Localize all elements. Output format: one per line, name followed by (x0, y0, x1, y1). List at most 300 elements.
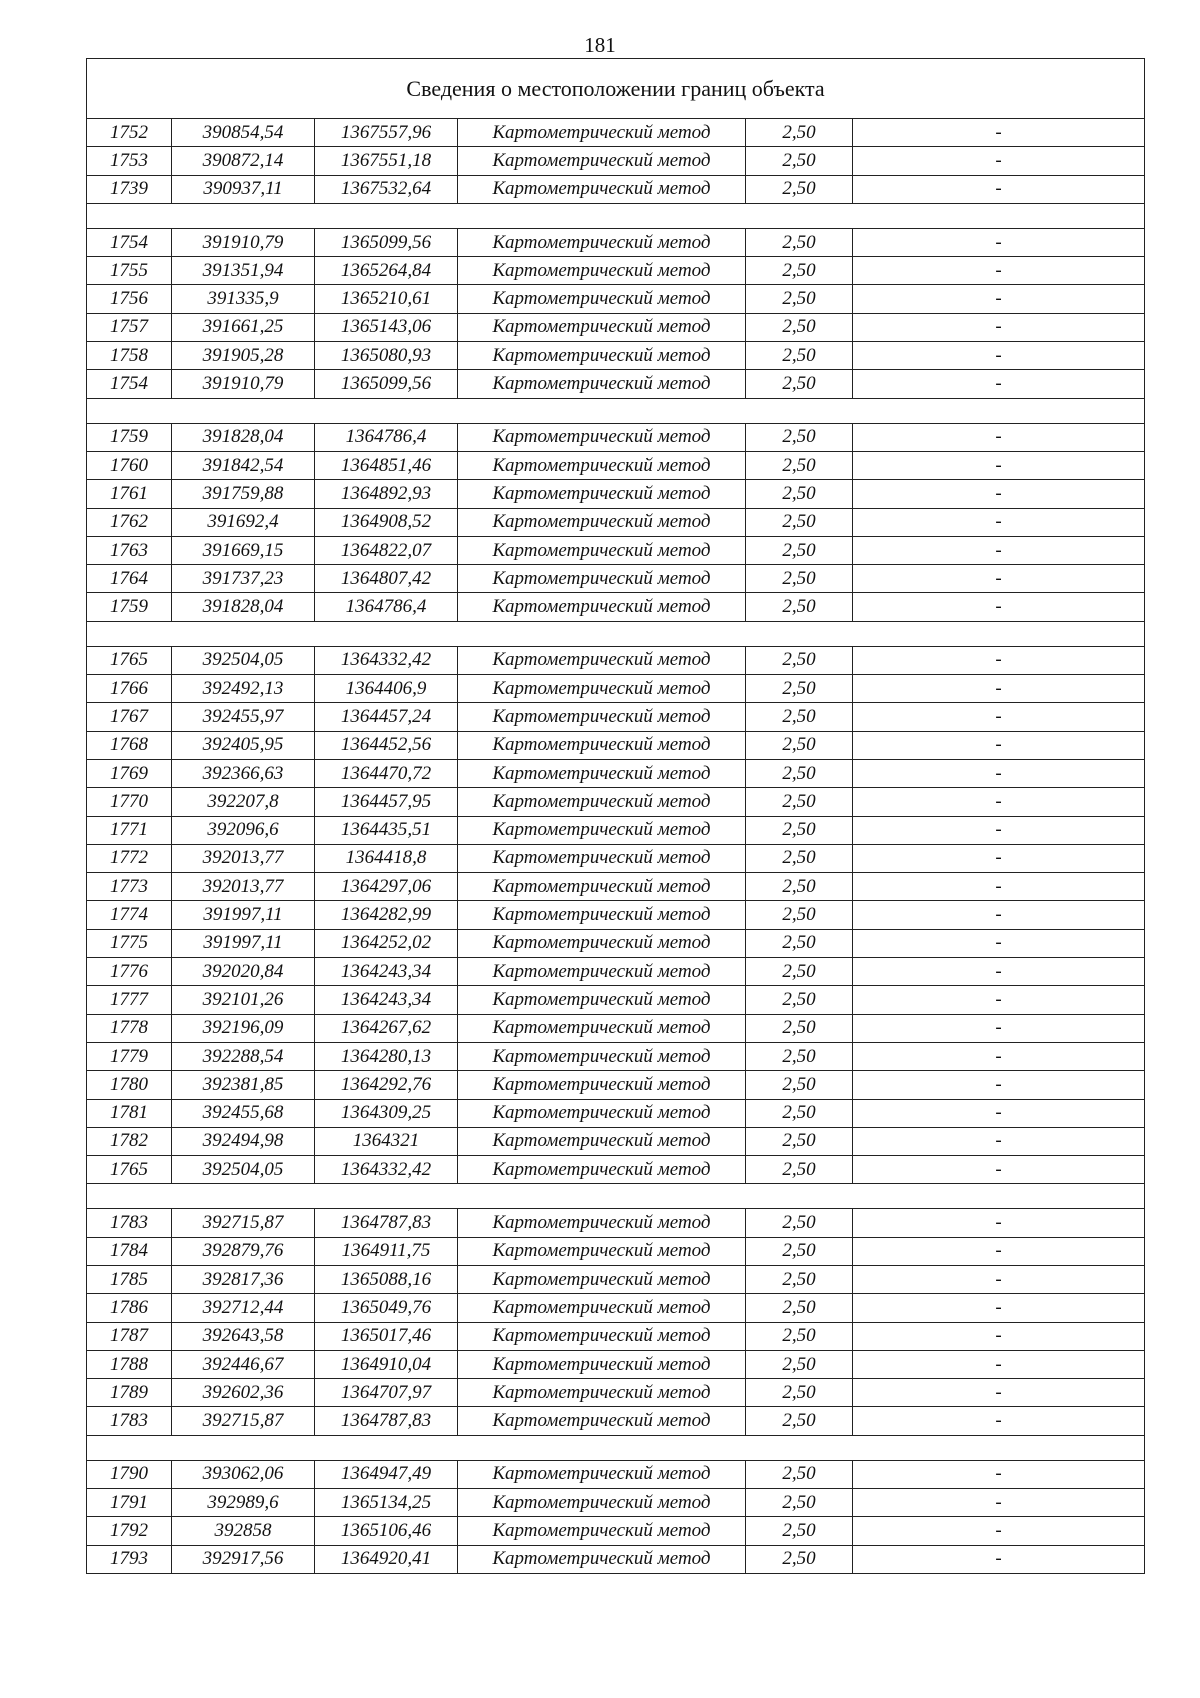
table-row (87, 816, 1145, 844)
method-cell: Картометрический метод (458, 1209, 746, 1237)
table-row (87, 901, 1145, 929)
x-coordinate-cell: 391692,4 (172, 508, 315, 536)
accuracy-cell: 2,50 (746, 285, 853, 313)
description-cell: - (853, 844, 1145, 872)
y-coordinate-cell: 1364786,4 (315, 423, 458, 451)
y-coordinate-cell: 1364911,75 (315, 1237, 458, 1265)
point-number-cell: 1793 (87, 1545, 172, 1573)
y-coordinate-cell: 1367532,64 (315, 175, 458, 203)
method-cell: Картометрический метод (458, 646, 746, 674)
accuracy-cell: 2,50 (746, 1237, 853, 1265)
y-coordinate-cell: 1365264,84 (315, 257, 458, 285)
table-row (87, 1042, 1145, 1070)
x-coordinate-cell: 392989,6 (172, 1489, 315, 1517)
point-number-cell: 1786 (87, 1294, 172, 1322)
x-coordinate-cell: 392504,05 (172, 1156, 315, 1184)
table-row (87, 873, 1145, 901)
accuracy-cell: 2,50 (746, 958, 853, 986)
description-cell: - (853, 119, 1145, 147)
point-number-cell: 1791 (87, 1489, 172, 1517)
description-cell: - (853, 1265, 1145, 1293)
x-coordinate-cell: 392817,36 (172, 1265, 315, 1293)
y-coordinate-cell: 1365049,76 (315, 1294, 458, 1322)
group-separator-cell (87, 1435, 1145, 1460)
x-coordinate-cell: 392492,13 (172, 675, 315, 703)
description-cell: - (853, 958, 1145, 986)
x-coordinate-cell: 392602,36 (172, 1379, 315, 1407)
accuracy-cell: 2,50 (746, 342, 853, 370)
method-cell: Картометрический метод (458, 565, 746, 593)
table-row (87, 313, 1145, 341)
method-cell: Картометрический метод (458, 901, 746, 929)
table-row (87, 228, 1145, 256)
table-row (87, 1014, 1145, 1042)
table-row (87, 1407, 1145, 1435)
accuracy-cell: 2,50 (746, 1042, 853, 1070)
table-row (87, 646, 1145, 674)
accuracy-cell: 2,50 (746, 451, 853, 479)
point-number-cell: 1763 (87, 536, 172, 564)
y-coordinate-cell: 1364892,93 (315, 480, 458, 508)
table-row (87, 731, 1145, 759)
x-coordinate-cell: 391828,04 (172, 593, 315, 621)
y-coordinate-cell: 1364452,56 (315, 731, 458, 759)
y-coordinate-cell: 1365080,93 (315, 342, 458, 370)
accuracy-cell: 2,50 (746, 816, 853, 844)
x-coordinate-cell: 391997,11 (172, 901, 315, 929)
method-cell: Картометрический метод (458, 958, 746, 986)
y-coordinate-cell: 1365210,61 (315, 285, 458, 313)
point-number-cell: 1752 (87, 119, 172, 147)
description-cell: - (853, 480, 1145, 508)
point-number-cell: 1776 (87, 958, 172, 986)
point-number-cell: 1792 (87, 1517, 172, 1545)
accuracy-cell: 2,50 (746, 565, 853, 593)
table-row (87, 1350, 1145, 1378)
table-title: Сведения о местоположении границ объекта (87, 59, 1145, 119)
point-number-cell: 1789 (87, 1379, 172, 1407)
x-coordinate-cell: 392366,63 (172, 759, 315, 787)
description-cell: - (853, 1379, 1145, 1407)
x-coordinate-cell: 392858 (172, 1517, 315, 1545)
x-coordinate-cell: 392101,26 (172, 986, 315, 1014)
point-number-cell: 1759 (87, 423, 172, 451)
x-coordinate-cell: 392207,8 (172, 788, 315, 816)
point-number-cell: 1783 (87, 1407, 172, 1435)
y-coordinate-cell: 1365099,56 (315, 228, 458, 256)
method-cell: Картометрический метод (458, 1156, 746, 1184)
x-coordinate-cell: 392096,6 (172, 816, 315, 844)
point-number-cell: 1780 (87, 1071, 172, 1099)
group-separator-row (87, 1435, 1145, 1460)
description-cell: - (853, 929, 1145, 957)
description-cell: - (853, 1545, 1145, 1573)
x-coordinate-cell: 392455,97 (172, 703, 315, 731)
y-coordinate-cell: 1365017,46 (315, 1322, 458, 1350)
point-number-cell: 1777 (87, 986, 172, 1014)
table-row (87, 1127, 1145, 1155)
table-row (87, 703, 1145, 731)
description-cell: - (853, 788, 1145, 816)
description-cell: - (853, 593, 1145, 621)
table-row (87, 1517, 1145, 1545)
y-coordinate-cell: 1364457,95 (315, 788, 458, 816)
method-cell: Картометрический метод (458, 1265, 746, 1293)
point-number-cell: 1765 (87, 1156, 172, 1184)
table-row (87, 759, 1145, 787)
y-coordinate-cell: 1364243,34 (315, 958, 458, 986)
point-number-cell: 1755 (87, 257, 172, 285)
accuracy-cell: 2,50 (746, 1071, 853, 1099)
point-number-cell: 1757 (87, 313, 172, 341)
description-cell: - (853, 147, 1145, 175)
y-coordinate-cell: 1364807,42 (315, 565, 458, 593)
method-cell: Картометрический метод (458, 929, 746, 957)
accuracy-cell: 2,50 (746, 788, 853, 816)
accuracy-cell: 2,50 (746, 1127, 853, 1155)
y-coordinate-cell: 1365099,56 (315, 370, 458, 398)
table-row (87, 929, 1145, 957)
accuracy-cell: 2,50 (746, 1379, 853, 1407)
method-cell: Картометрический метод (458, 480, 746, 508)
point-number-cell: 1782 (87, 1127, 172, 1155)
x-coordinate-cell: 392196,09 (172, 1014, 315, 1042)
y-coordinate-cell: 1364920,41 (315, 1545, 458, 1573)
y-coordinate-cell: 1364457,24 (315, 703, 458, 731)
point-number-cell: 1778 (87, 1014, 172, 1042)
x-coordinate-cell: 392446,67 (172, 1350, 315, 1378)
x-coordinate-cell: 392879,76 (172, 1237, 315, 1265)
accuracy-cell: 2,50 (746, 1460, 853, 1488)
x-coordinate-cell: 391910,79 (172, 228, 315, 256)
method-cell: Картометрический метод (458, 119, 746, 147)
method-cell: Картометрический метод (458, 1042, 746, 1070)
x-coordinate-cell: 390854,54 (172, 119, 315, 147)
point-number-cell: 1784 (87, 1237, 172, 1265)
accuracy-cell: 2,50 (746, 929, 853, 957)
accuracy-cell: 2,50 (746, 759, 853, 787)
table-row (87, 1265, 1145, 1293)
y-coordinate-cell: 1364787,83 (315, 1209, 458, 1237)
accuracy-cell: 2,50 (746, 646, 853, 674)
description-cell: - (853, 565, 1145, 593)
x-coordinate-cell: 390872,14 (172, 147, 315, 175)
y-coordinate-cell: 1364435,51 (315, 816, 458, 844)
description-cell: - (853, 313, 1145, 341)
accuracy-cell: 2,50 (746, 593, 853, 621)
method-cell: Картометрический метод (458, 228, 746, 256)
y-coordinate-cell: 1364321 (315, 1127, 458, 1155)
method-cell: Картометрический метод (458, 844, 746, 872)
description-cell: - (853, 1014, 1145, 1042)
method-cell: Картометрический метод (458, 1460, 746, 1488)
y-coordinate-cell: 1364267,62 (315, 1014, 458, 1042)
point-number-cell: 1754 (87, 228, 172, 256)
accuracy-cell: 2,50 (746, 873, 853, 901)
accuracy-cell: 2,50 (746, 703, 853, 731)
accuracy-cell: 2,50 (746, 1517, 853, 1545)
table-row (87, 342, 1145, 370)
description-cell: - (853, 1489, 1145, 1517)
group-separator-row (87, 621, 1145, 646)
description-cell: - (853, 1517, 1145, 1545)
table-row (87, 788, 1145, 816)
description-cell: - (853, 703, 1145, 731)
x-coordinate-cell: 392494,98 (172, 1127, 315, 1155)
method-cell: Картометрический метод (458, 593, 746, 621)
method-cell: Картометрический метод (458, 1517, 746, 1545)
x-coordinate-cell: 391905,28 (172, 342, 315, 370)
y-coordinate-cell: 1364252,02 (315, 929, 458, 957)
point-number-cell: 1754 (87, 370, 172, 398)
description-cell: - (853, 1099, 1145, 1127)
point-number-cell: 1779 (87, 1042, 172, 1070)
point-number-cell: 1767 (87, 703, 172, 731)
table-row (87, 480, 1145, 508)
y-coordinate-cell: 1364332,42 (315, 1156, 458, 1184)
table-row (87, 451, 1145, 479)
accuracy-cell: 2,50 (746, 175, 853, 203)
point-number-cell: 1787 (87, 1322, 172, 1350)
table-row (87, 370, 1145, 398)
accuracy-cell: 2,50 (746, 1265, 853, 1293)
table-row (87, 175, 1145, 203)
point-number-cell: 1790 (87, 1460, 172, 1488)
accuracy-cell: 2,50 (746, 844, 853, 872)
point-number-cell: 1783 (87, 1209, 172, 1237)
method-cell: Картометрический метод (458, 986, 746, 1014)
table-row (87, 1209, 1145, 1237)
group-separator-cell (87, 621, 1145, 646)
description-cell: - (853, 257, 1145, 285)
y-coordinate-cell: 1364822,07 (315, 536, 458, 564)
method-cell: Картометрический метод (458, 1322, 746, 1350)
method-cell: Картометрический метод (458, 313, 746, 341)
boundary-table (86, 58, 1145, 1574)
table-row (87, 119, 1145, 147)
method-cell: Картометрический метод (458, 1071, 746, 1099)
method-cell: Картометрический метод (458, 1545, 746, 1573)
y-coordinate-cell: 1364908,52 (315, 508, 458, 536)
table-row (87, 986, 1145, 1014)
x-coordinate-cell: 392455,68 (172, 1099, 315, 1127)
table-row (87, 1322, 1145, 1350)
point-number-cell: 1758 (87, 342, 172, 370)
description-cell: - (853, 1237, 1145, 1265)
table-row (87, 1099, 1145, 1127)
point-number-cell: 1770 (87, 788, 172, 816)
point-number-cell: 1764 (87, 565, 172, 593)
group-separator-row (87, 203, 1145, 228)
y-coordinate-cell: 1364910,04 (315, 1350, 458, 1378)
y-coordinate-cell: 1364332,42 (315, 646, 458, 674)
method-cell: Картометрический метод (458, 536, 746, 564)
description-cell: - (853, 816, 1145, 844)
y-coordinate-cell: 1364406,9 (315, 675, 458, 703)
accuracy-cell: 2,50 (746, 1099, 853, 1127)
point-number-cell: 1753 (87, 147, 172, 175)
x-coordinate-cell: 392712,44 (172, 1294, 315, 1322)
accuracy-cell: 2,50 (746, 1489, 853, 1517)
method-cell: Картометрический метод (458, 703, 746, 731)
description-cell: - (853, 228, 1145, 256)
y-coordinate-cell: 1367557,96 (315, 119, 458, 147)
accuracy-cell: 2,50 (746, 508, 853, 536)
accuracy-cell: 2,50 (746, 1156, 853, 1184)
x-coordinate-cell: 391997,11 (172, 929, 315, 957)
x-coordinate-cell: 391335,9 (172, 285, 315, 313)
method-cell: Картометрический метод (458, 1099, 746, 1127)
description-cell: - (853, 1042, 1145, 1070)
table-row (87, 1460, 1145, 1488)
accuracy-cell: 2,50 (746, 536, 853, 564)
description-cell: - (853, 873, 1145, 901)
table-row (87, 1545, 1145, 1573)
x-coordinate-cell: 392013,77 (172, 873, 315, 901)
y-coordinate-cell: 1364309,25 (315, 1099, 458, 1127)
y-coordinate-cell: 1365106,46 (315, 1517, 458, 1545)
table-row (87, 257, 1145, 285)
point-number-cell: 1773 (87, 873, 172, 901)
point-number-cell: 1768 (87, 731, 172, 759)
point-number-cell: 1769 (87, 759, 172, 787)
group-separator-cell (87, 1184, 1145, 1209)
group-separator-row (87, 1184, 1145, 1209)
y-coordinate-cell: 1364418,8 (315, 844, 458, 872)
accuracy-cell: 2,50 (746, 423, 853, 451)
x-coordinate-cell: 391669,15 (172, 536, 315, 564)
table-row (87, 147, 1145, 175)
accuracy-cell: 2,50 (746, 480, 853, 508)
x-coordinate-cell: 391661,25 (172, 313, 315, 341)
x-coordinate-cell: 392381,85 (172, 1071, 315, 1099)
method-cell: Картометрический метод (458, 1489, 746, 1517)
description-cell: - (853, 1460, 1145, 1488)
method-cell: Картометрический метод (458, 508, 746, 536)
method-cell: Картометрический метод (458, 1237, 746, 1265)
x-coordinate-cell: 391759,88 (172, 480, 315, 508)
x-coordinate-cell: 392405,95 (172, 731, 315, 759)
table-row (87, 423, 1145, 451)
y-coordinate-cell: 1364243,34 (315, 986, 458, 1014)
accuracy-cell: 2,50 (746, 119, 853, 147)
method-cell: Картометрический метод (458, 423, 746, 451)
table-row (87, 1156, 1145, 1184)
table-title-row (87, 59, 1145, 119)
accuracy-cell: 2,50 (746, 228, 853, 256)
description-cell: - (853, 508, 1145, 536)
x-coordinate-cell: 391828,04 (172, 423, 315, 451)
description-cell: - (853, 370, 1145, 398)
x-coordinate-cell: 393062,06 (172, 1460, 315, 1488)
table-row (87, 565, 1145, 593)
point-number-cell: 1775 (87, 929, 172, 957)
point-number-cell: 1739 (87, 175, 172, 203)
method-cell: Картометрический метод (458, 1014, 746, 1042)
description-cell: - (853, 342, 1145, 370)
description-cell: - (853, 646, 1145, 674)
method-cell: Картометрический метод (458, 1294, 746, 1322)
table-row (87, 1294, 1145, 1322)
y-coordinate-cell: 1364947,49 (315, 1460, 458, 1488)
y-coordinate-cell: 1364787,83 (315, 1407, 458, 1435)
method-cell: Картометрический метод (458, 342, 746, 370)
point-number-cell: 1756 (87, 285, 172, 313)
x-coordinate-cell: 392917,56 (172, 1545, 315, 1573)
description-cell: - (853, 675, 1145, 703)
y-coordinate-cell: 1364292,76 (315, 1071, 458, 1099)
description-cell: - (853, 759, 1145, 787)
accuracy-cell: 2,50 (746, 1014, 853, 1042)
description-cell: - (853, 1407, 1145, 1435)
point-number-cell: 1774 (87, 901, 172, 929)
method-cell: Картометрический метод (458, 675, 746, 703)
x-coordinate-cell: 391351,94 (172, 257, 315, 285)
x-coordinate-cell: 392715,87 (172, 1209, 315, 1237)
table-row (87, 675, 1145, 703)
y-coordinate-cell: 1364707,97 (315, 1379, 458, 1407)
point-number-cell: 1788 (87, 1350, 172, 1378)
point-number-cell: 1765 (87, 646, 172, 674)
description-cell: - (853, 1350, 1145, 1378)
x-coordinate-cell: 391842,54 (172, 451, 315, 479)
y-coordinate-cell: 1365134,25 (315, 1489, 458, 1517)
table-row (87, 844, 1145, 872)
y-coordinate-cell: 1364280,13 (315, 1042, 458, 1070)
x-coordinate-cell: 391737,23 (172, 565, 315, 593)
y-coordinate-cell: 1364786,4 (315, 593, 458, 621)
table-row (87, 285, 1145, 313)
point-number-cell: 1781 (87, 1099, 172, 1127)
x-coordinate-cell: 392643,58 (172, 1322, 315, 1350)
description-cell: - (853, 1209, 1145, 1237)
x-coordinate-cell: 392715,87 (172, 1407, 315, 1435)
table-row (87, 536, 1145, 564)
accuracy-cell: 2,50 (746, 1350, 853, 1378)
description-cell: - (853, 1294, 1145, 1322)
method-cell: Картометрический метод (458, 873, 746, 901)
table-row (87, 1379, 1145, 1407)
point-number-cell: 1785 (87, 1265, 172, 1293)
x-coordinate-cell: 391910,79 (172, 370, 315, 398)
accuracy-cell: 2,50 (746, 257, 853, 285)
description-cell: - (853, 536, 1145, 564)
y-coordinate-cell: 1364851,46 (315, 451, 458, 479)
point-number-cell: 1762 (87, 508, 172, 536)
accuracy-cell: 2,50 (746, 986, 853, 1014)
x-coordinate-cell: 392020,84 (172, 958, 315, 986)
accuracy-cell: 2,50 (746, 1294, 853, 1322)
method-cell: Картометрический метод (458, 370, 746, 398)
table-row (87, 508, 1145, 536)
point-number-cell: 1766 (87, 675, 172, 703)
table-row (87, 1489, 1145, 1517)
description-cell: - (853, 423, 1145, 451)
method-cell: Картометрический метод (458, 731, 746, 759)
accuracy-cell: 2,50 (746, 147, 853, 175)
x-coordinate-cell: 392288,54 (172, 1042, 315, 1070)
x-coordinate-cell: 392504,05 (172, 646, 315, 674)
point-number-cell: 1772 (87, 844, 172, 872)
accuracy-cell: 2,50 (746, 731, 853, 759)
y-coordinate-cell: 1364282,99 (315, 901, 458, 929)
method-cell: Картометрический метод (458, 788, 746, 816)
accuracy-cell: 2,50 (746, 1322, 853, 1350)
x-coordinate-cell: 392013,77 (172, 844, 315, 872)
description-cell: - (853, 986, 1145, 1014)
description-cell: - (853, 285, 1145, 313)
accuracy-cell: 2,50 (746, 370, 853, 398)
